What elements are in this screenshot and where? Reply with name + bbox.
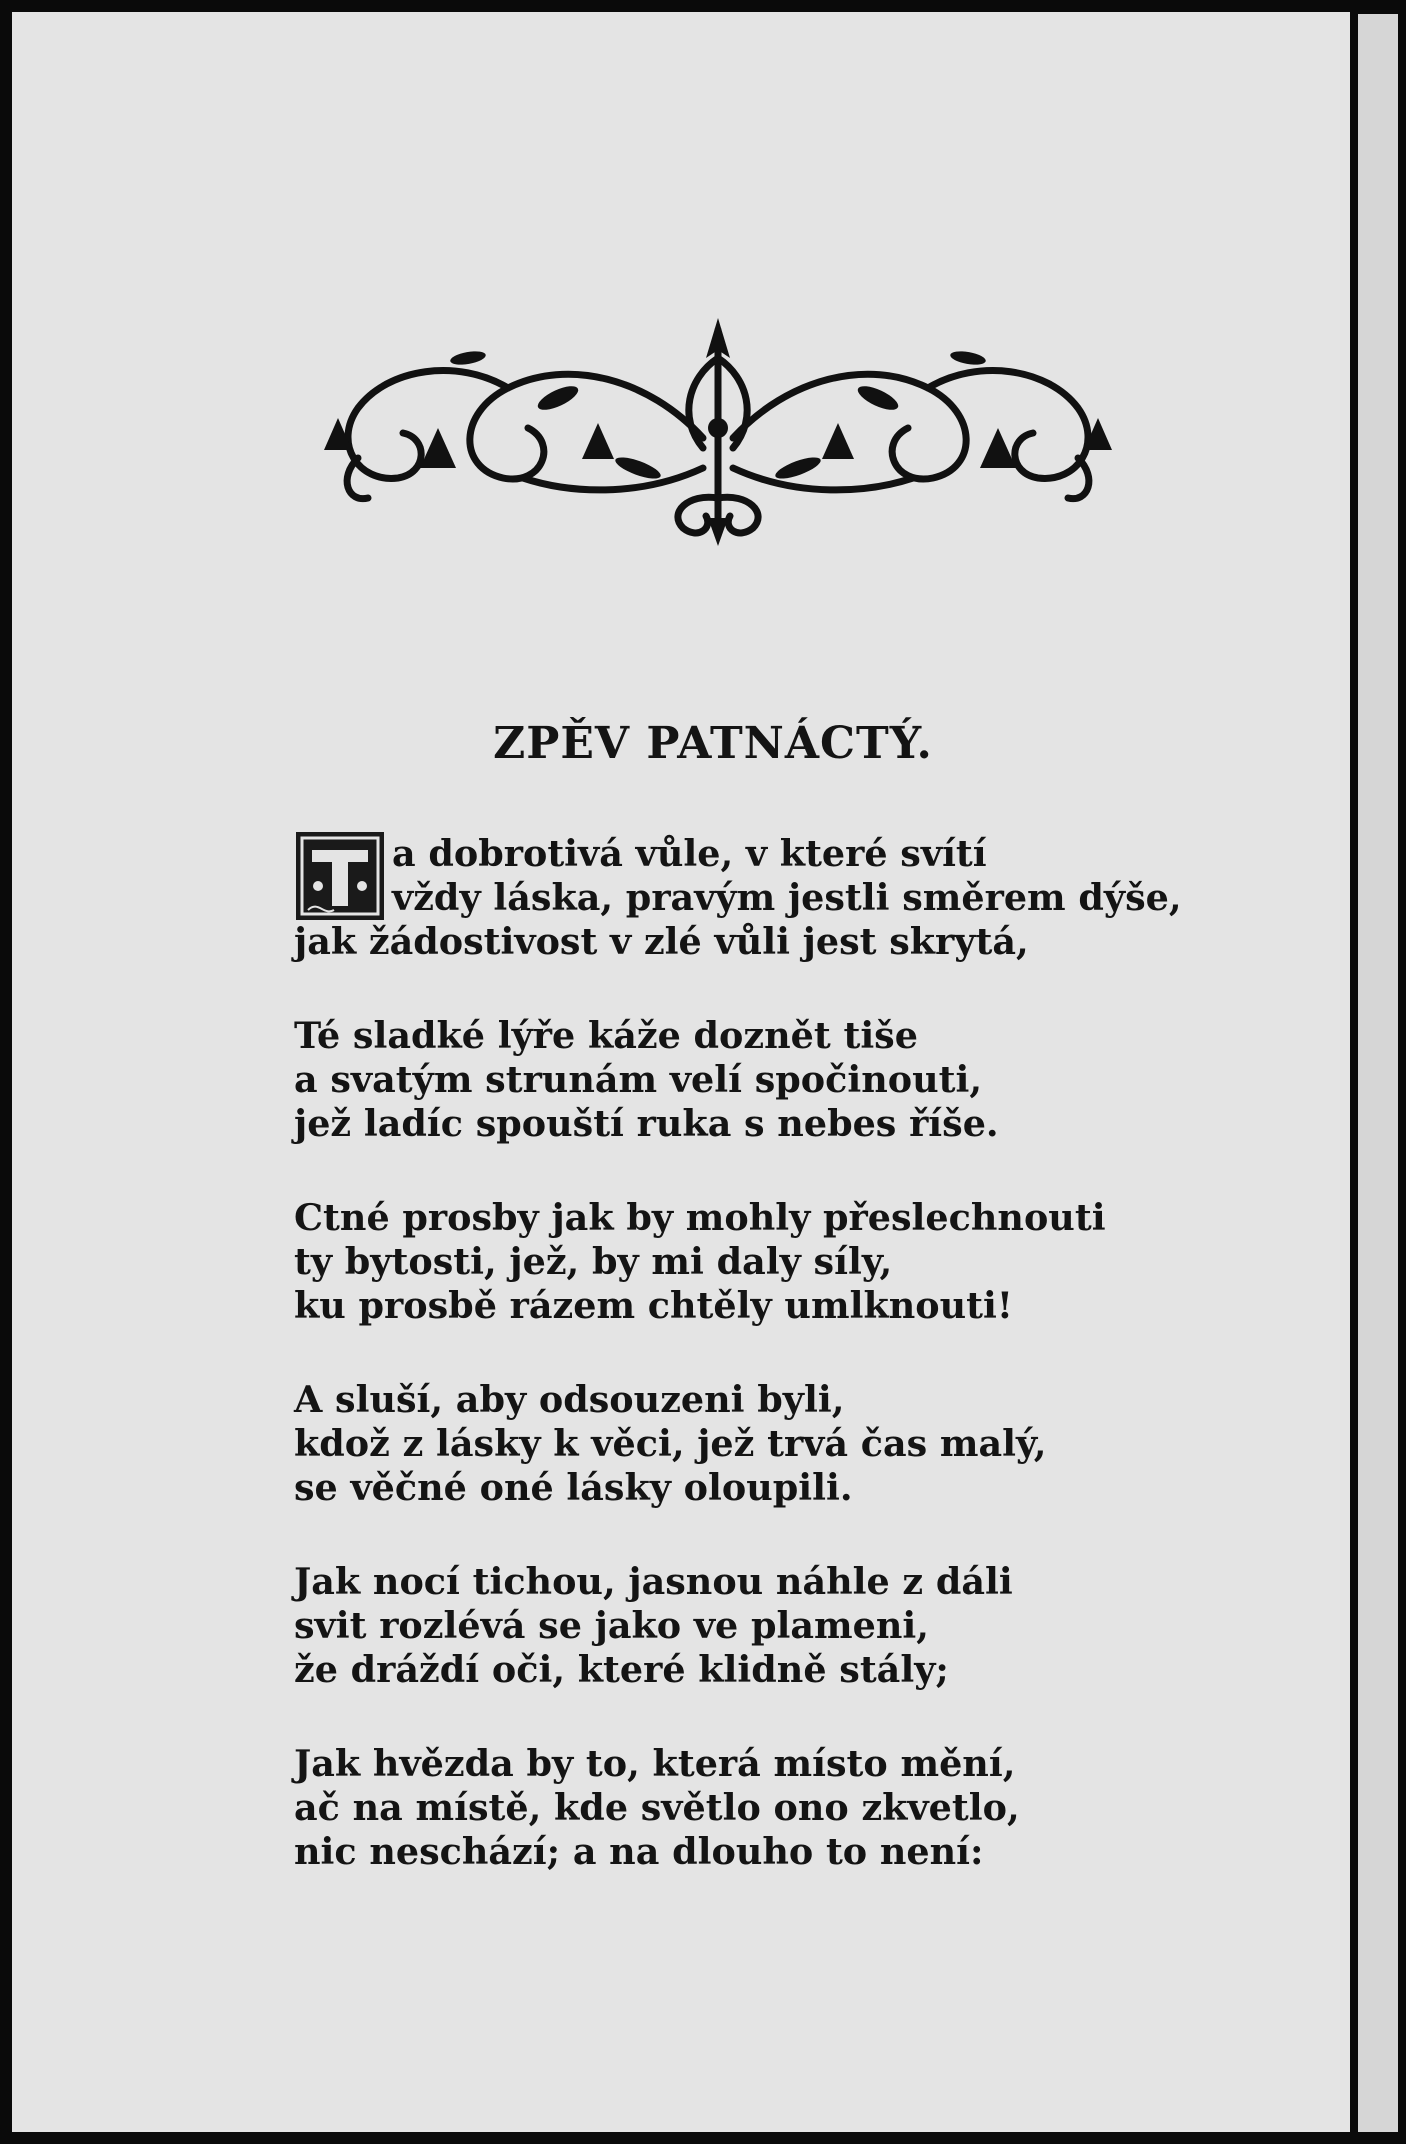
- stanza: [294, 832, 1182, 964]
- poem-line: Ctné prosby jak by mohly přeslechnouti: [294, 1196, 1106, 1239]
- poem-line: Jak nocí tichou, jasnou náhle z dáli: [294, 1560, 1013, 1603]
- poem-line: ty bytosti, jež, by mi daly síly,: [294, 1240, 893, 1283]
- poem-line: se věčné oné lásky oloupili.: [294, 1466, 853, 1509]
- poem-line: vždy láska, pravým jestli směrem dýše,: [392, 876, 1182, 919]
- poem-line: [294, 832, 1174, 876]
- ornate-initial-T-icon: [294, 830, 386, 922]
- poem-body: [294, 832, 1182, 1924]
- stanza: [294, 1742, 1174, 1874]
- poem-line-text: a dobrotivá vůle, v které svítí: [392, 832, 987, 875]
- stanza: [294, 1378, 1174, 1510]
- poem-line: kdož z lásky k věci, jež trvá čas malý,: [294, 1422, 1047, 1465]
- poem-line: a svatým strunám velí spočinouti,: [294, 1058, 983, 1101]
- poem-line: jež ladíc spouští ruka s nebes říše.: [294, 1102, 999, 1145]
- poem-line: Té sladké lýře káže doznět tiše: [294, 1014, 918, 1057]
- stanza: [294, 1014, 1174, 1146]
- poem-line: ač na místě, kde světlo ono zkvetlo,: [294, 1786, 1020, 1829]
- poem-line: jak žádostivost v zlé vůli jest skrytá,: [294, 920, 1029, 963]
- poem-line: ku prosbě rázem chtěly umlknouti!: [294, 1284, 1013, 1327]
- stanza: [294, 1196, 1174, 1328]
- next-page-edge: [1358, 14, 1398, 2132]
- poem-line: nic neschází; a na dlouho to není:: [294, 1830, 984, 1873]
- stanza: [294, 1560, 1174, 1692]
- chapter-title: ZPĚV PATNÁCTÝ.: [493, 718, 933, 769]
- poem-line: Jak hvězda by to, která místo mění,: [294, 1742, 1016, 1785]
- poem-line: že dráždí oči, které klidně stály;: [294, 1648, 949, 1691]
- poem-line: svit rozlévá se jako ve plameni,: [294, 1604, 929, 1647]
- poem-line: A sluší, aby odsouzeni byli,: [294, 1378, 845, 1421]
- floral-headpiece-ornament-icon: [308, 318, 1128, 548]
